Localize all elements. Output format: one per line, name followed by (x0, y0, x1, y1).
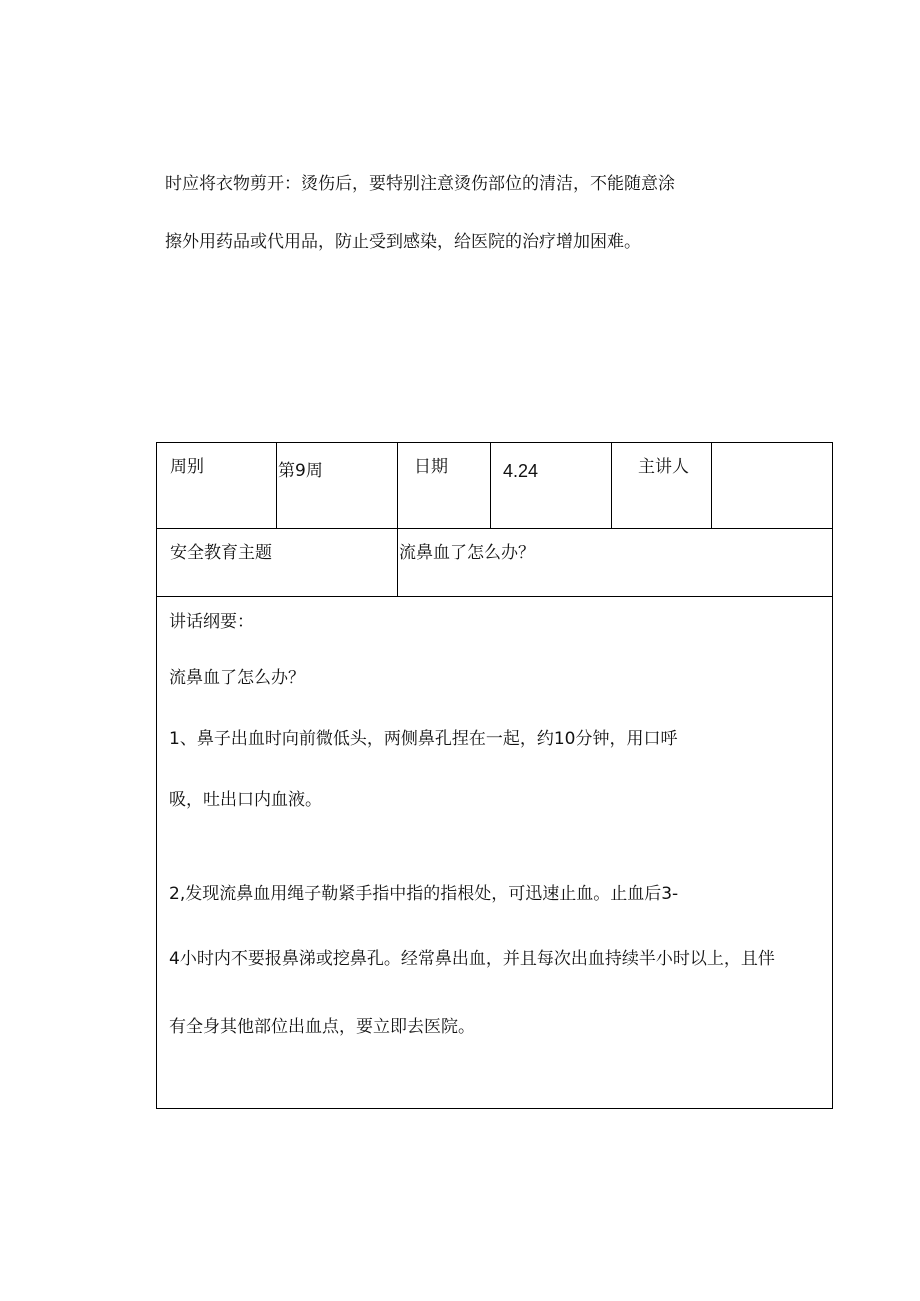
intro-line-2: 擦外用药品或代用品，防止受到感染，给医院的治疗增加困难。 (165, 232, 641, 252)
theme-label: 安全教育主题 (170, 543, 272, 563)
table-border-top (156, 442, 833, 443)
outline-label: 讲话纲要： (169, 612, 254, 632)
col-divider-1 (276, 442, 277, 529)
outline-line: 有全身其他部位出血点，要立即去医院。 (169, 1017, 475, 1037)
intro-line-1: 时应将衣物剪开：烫伤后，要特别注意烫伤部位的清洁，不能随意涂 (165, 174, 675, 194)
speaker-label: 主讲人 (638, 457, 689, 477)
week-value: 第9周 (278, 461, 323, 481)
theme-value: 流鼻血了怎么办？ (399, 543, 535, 563)
outline-line: 吸，吐出口内血液。 (169, 790, 322, 810)
outline-line: 4小时内不要报鼻涕或挖鼻孔。经常鼻出血，并且每次出血持续半小时以上，且伴 (169, 949, 775, 969)
row-divider-2 (156, 596, 833, 597)
outline-line: 流鼻血了怎么办？ (169, 668, 305, 688)
outline-line: 2,发现流鼻血用绳子勒紧手指中指的指根处，可迅速止血。止血后3- (169, 884, 679, 904)
date-label: 日期 (414, 457, 448, 477)
date-value: 4.24 (503, 461, 539, 481)
col-divider-5 (711, 442, 712, 529)
col-divider-2 (397, 442, 398, 597)
week-label: 周别 (170, 457, 204, 477)
table-border-right (832, 442, 833, 1109)
table-border-bottom (156, 1108, 833, 1109)
table-border-left (156, 442, 157, 1109)
col-divider-4 (611, 442, 612, 529)
col-divider-3 (490, 442, 491, 529)
outline-line: 1、鼻子出血时向前微低头，两侧鼻孔捏在一起，约10分钟，用口呼 (169, 729, 678, 749)
row-divider-1 (156, 528, 833, 529)
